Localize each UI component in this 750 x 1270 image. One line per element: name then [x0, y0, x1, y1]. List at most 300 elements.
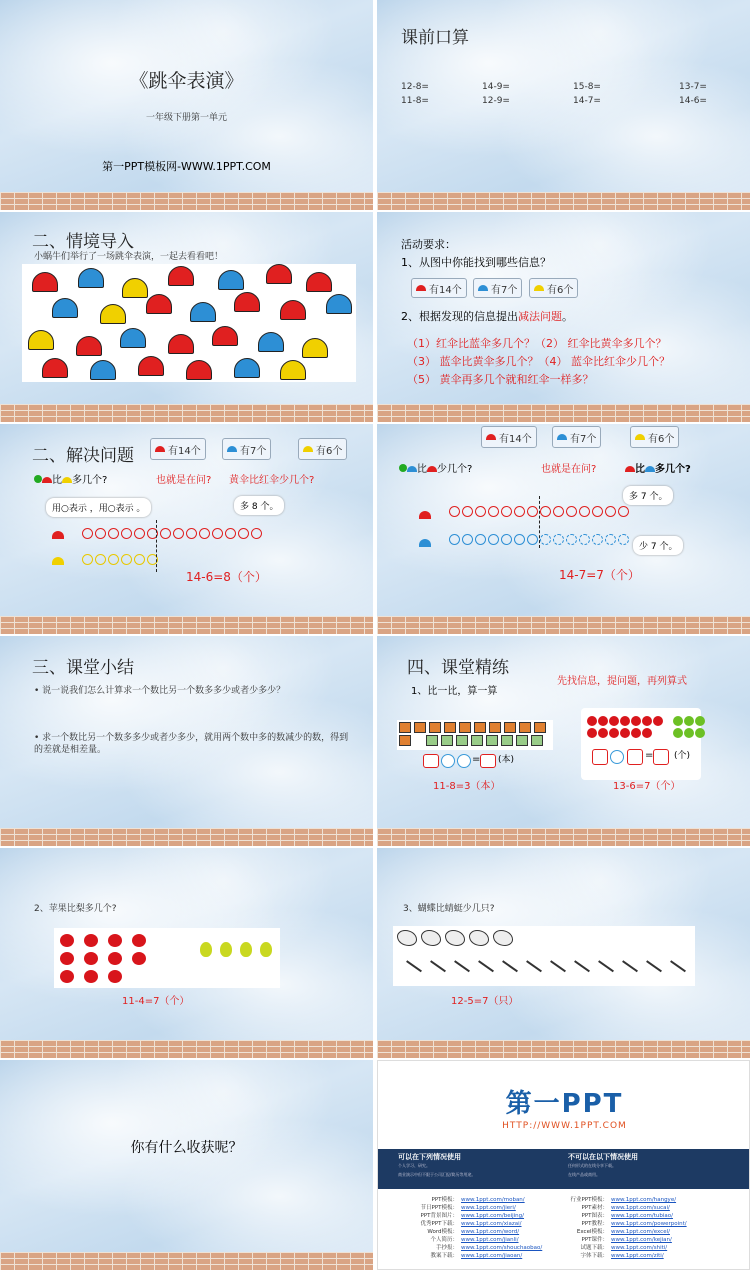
count-circle [212, 528, 223, 539]
tag-label: 有7个 [240, 445, 267, 457]
yellow-umbrella-icon [534, 285, 544, 291]
dragonfly-icon [470, 960, 494, 983]
link-url[interactable]: www.1ppt.com/tubiao/ [611, 1213, 673, 1219]
parachute [76, 336, 102, 356]
equation: 14-7= [573, 96, 601, 106]
green-dot-icon [34, 475, 42, 483]
q2-text: 2、根据发现的信息提出 [401, 310, 518, 323]
cannot-use-item: 任何形式的在线分享下载。 [568, 1163, 616, 1168]
divider-line [539, 496, 540, 548]
slide-summary [0, 636, 373, 846]
apple-icon [598, 728, 608, 738]
parachute [168, 266, 194, 286]
count-circle [540, 534, 551, 545]
count-circle [592, 506, 603, 517]
count-circle [488, 534, 499, 545]
slide-heading: 二、解决问题 [32, 446, 134, 466]
parachute [212, 326, 238, 346]
count-circle [592, 534, 603, 545]
q-text: 多几个? [72, 475, 108, 486]
red-circle-row [82, 524, 264, 543]
question: 3、蝴蝶比蜻蜓少几只? [403, 904, 495, 914]
link-row [568, 1227, 670, 1235]
book-icon [414, 722, 426, 733]
link-url[interactable]: www.1ppt.com/xiazai/ [461, 1221, 522, 1227]
yellow-umbrella-icon [62, 477, 72, 483]
apple-icon [60, 934, 74, 947]
practice-tip: 先找信息，提问题，再列算式 [557, 676, 687, 687]
parachute [186, 360, 212, 380]
apple-icon [631, 716, 641, 726]
slide-practice [377, 636, 750, 846]
count-circle [579, 506, 590, 517]
brick-wall [0, 828, 373, 846]
parachute [90, 360, 116, 380]
pear-icon [200, 942, 212, 957]
dragonfly-icon [566, 960, 590, 983]
count-circle [501, 506, 512, 517]
link-url[interactable]: www.1ppt.com/powerpoint/ [611, 1221, 687, 1227]
blue-umbrella-icon [227, 446, 237, 452]
equation: 12-9= [482, 96, 510, 106]
count-circle [95, 554, 106, 565]
count-circle [160, 528, 171, 539]
butterfly-icon [421, 930, 441, 946]
equation: 12-8= [401, 82, 429, 92]
blue-count-tag [552, 426, 601, 448]
slide-reflection [0, 1060, 373, 1270]
tag-label: 有14个 [429, 284, 462, 296]
count-circle [173, 528, 184, 539]
book-icon [474, 722, 486, 733]
link-url[interactable]: www.1ppt.com/excel/ [611, 1229, 670, 1235]
slide-heading: 四、课堂精练 [407, 658, 509, 678]
brick-wall [377, 1040, 750, 1058]
yellow-count-tag [529, 278, 578, 298]
count-circle [553, 506, 564, 517]
book-icon [456, 735, 468, 746]
dragonfly-icon [446, 960, 470, 983]
book-icon [459, 722, 471, 733]
tag-label: 有6个 [648, 433, 675, 445]
count-circle [251, 528, 262, 539]
yellow-circle-row [82, 550, 160, 569]
usage-panel [378, 1149, 750, 1189]
yellow-umbrella-icon [52, 550, 64, 569]
brick-wall [377, 404, 750, 422]
count-circle [488, 506, 499, 517]
unit-label: (本) [498, 755, 515, 765]
parachute [302, 338, 328, 358]
link-row [568, 1211, 673, 1219]
link-url[interactable]: www.1ppt.com/ziti/ [611, 1253, 664, 1259]
operator-circle[interactable] [441, 754, 455, 768]
book-icon [426, 735, 438, 746]
brick-wall [0, 404, 373, 422]
red-circle-row [449, 502, 631, 521]
apple-icon [587, 728, 597, 738]
book-icon [486, 735, 498, 746]
equals-sign: = [472, 754, 481, 765]
equation: 13-7= [679, 82, 707, 92]
blue-umbrella-icon [419, 532, 431, 551]
butterfly-icon [397, 930, 417, 946]
link-row [568, 1251, 664, 1259]
apple-icon [609, 728, 619, 738]
fruit-card [581, 708, 701, 780]
link-row [418, 1211, 524, 1219]
book-icon [504, 722, 516, 733]
parachute [28, 330, 54, 350]
activity-q1: 1、从图中你能找到哪些信息？ [401, 256, 551, 269]
count-circle [186, 528, 197, 539]
count-circle [82, 528, 93, 539]
link-url[interactable]: www.1ppt.com/sucai/ [611, 1205, 670, 1211]
hint-bubble: 用○表示 ，用○表示 。 [46, 498, 151, 517]
answer-box[interactable] [480, 754, 496, 768]
red-umbrella-icon [42, 477, 52, 483]
count-circle [475, 506, 486, 517]
apple-icon [598, 716, 608, 726]
question [399, 464, 472, 476]
dragonfly-icon [614, 960, 638, 983]
apple-icon [108, 952, 122, 965]
count-circle [527, 534, 538, 545]
count-circle [134, 528, 145, 539]
yellow-count-tag [630, 426, 679, 448]
red-umbrella-icon [486, 434, 496, 440]
apple-icon [642, 728, 652, 738]
apple-icon [108, 970, 122, 983]
parachute [122, 278, 148, 298]
apple-icon [609, 716, 619, 726]
red-umbrella-icon [155, 446, 165, 452]
link-label: PPT图表： [581, 1213, 608, 1219]
butterfly-icon [469, 930, 489, 946]
pear-icon [220, 942, 232, 957]
parachute [280, 360, 306, 380]
apple-icon [108, 934, 122, 947]
equation: 14-6= [679, 96, 707, 106]
tag-label: 有14个 [168, 445, 201, 457]
link-label: PPT素材： [581, 1205, 608, 1211]
count-circle [618, 506, 629, 517]
link-url[interactable]: www.1ppt.com/moban/ [461, 1197, 525, 1203]
count-circle [238, 528, 249, 539]
answer-box[interactable] [423, 754, 439, 768]
slide-title-text: 《跳伞表演》 [129, 70, 244, 92]
summary-question: • 说一说我们怎么计算求一个数比另一个数多多少或者少多少？ [34, 686, 286, 696]
dragonfly-icon [662, 960, 686, 983]
link-url[interactable]: www.1ppt.com/shouchaobao/ [461, 1245, 543, 1251]
slide-solve-2 [377, 424, 750, 634]
can-use-item: 个人学习、研究。 [398, 1163, 430, 1168]
link-label: 手抄报： [435, 1245, 458, 1251]
red-umbrella-icon [427, 466, 437, 472]
blue-count-tag [222, 438, 271, 460]
count-circle [449, 506, 460, 517]
count-circle [121, 528, 132, 539]
blue-umbrella-icon [478, 285, 488, 291]
count-circle [475, 534, 486, 545]
parachute [146, 294, 172, 314]
parachute [190, 302, 216, 322]
parachute [258, 332, 284, 352]
count-circle [501, 534, 512, 545]
brick-wall [0, 1252, 373, 1270]
link-label: 节日PPT模板： [420, 1205, 458, 1211]
butterflies-dragonflies-image [393, 926, 695, 986]
question: 2、苹果比梨多几个? [34, 904, 117, 914]
butterfly-icon [493, 930, 513, 946]
equals-sign: = [645, 750, 654, 761]
operator-circle[interactable] [610, 750, 624, 764]
scene-text: 小蜗牛们举行了一场跳伞表演，一起去看看吧！ [34, 252, 224, 262]
question-line: （1）红伞比蓝伞多几个？（2） 红伞比黄伞多几个？ [407, 337, 667, 350]
link-url[interactable]: www.1ppt.com/jianli/ [461, 1237, 519, 1243]
parachute [234, 358, 260, 378]
book-icon [399, 735, 411, 746]
count-circle [462, 506, 473, 517]
dragonfly-icon [518, 960, 542, 983]
book-icon [519, 722, 531, 733]
dragonfly-icon [494, 960, 518, 983]
count-circle [121, 554, 132, 565]
book-icon [444, 722, 456, 733]
logo-url: HTTP://WWW.1PPT.COM [502, 1121, 627, 1131]
tag-label: 有7个 [491, 284, 518, 296]
yellow-count-tag [298, 438, 347, 460]
parachute [218, 270, 244, 290]
count-circle [225, 528, 236, 539]
parachute [234, 292, 260, 312]
link-row [568, 1219, 687, 1227]
answer-equation: 11-4=7（个） [122, 996, 190, 1007]
count-circle [199, 528, 210, 539]
site-text: 第一PPT模板网-WWW.1PPT.COM [102, 160, 271, 173]
q-text: 多几个? [655, 464, 691, 475]
book-icon [399, 722, 411, 733]
link-url[interactable]: www.1ppt.com/jiaoan/ [461, 1253, 523, 1259]
book-icon [489, 722, 501, 733]
apple-icon [84, 970, 98, 983]
dragonfly-icon [590, 960, 614, 983]
divider-line [156, 520, 157, 572]
slide-scene [0, 212, 373, 422]
tag-label: 有7个 [570, 433, 597, 445]
brick-wall [377, 616, 750, 634]
answer-equation: 12-5=7（只） [451, 996, 519, 1007]
q2-end: 。 [562, 310, 573, 323]
equation: 14-9= [482, 82, 510, 92]
operator-circle[interactable] [457, 754, 471, 768]
q-text: 比 [52, 475, 62, 486]
parachute [138, 356, 164, 376]
q2-highlight: 减法问题 [518, 310, 562, 323]
answer-equation: 14-7=7（个） [559, 568, 640, 582]
equation: 11-8= [401, 96, 429, 106]
activity-heading: 活动要求： [401, 238, 456, 251]
link-row [418, 1195, 525, 1203]
red-umbrella-icon [52, 524, 64, 543]
link-url[interactable]: www.1ppt.com/hangye/ [611, 1197, 677, 1203]
count-circle [514, 506, 525, 517]
link-url[interactable]: www.1ppt.com/jieri/ [461, 1205, 516, 1211]
brick-wall [377, 828, 750, 846]
slide-activity [377, 212, 750, 422]
count-circle [579, 534, 590, 545]
apples-pears-image [54, 928, 280, 988]
parachute [32, 272, 58, 292]
link-row [418, 1243, 542, 1251]
can-use-item: 商业演示中但不限于公司汇报/简历等用途。 [398, 1172, 476, 1177]
blue-umbrella-icon [407, 466, 417, 472]
book-icon [531, 735, 543, 746]
brick-wall [0, 1040, 373, 1058]
slide-heading: 二、情境导入 [32, 232, 134, 252]
parachute [266, 264, 292, 284]
less-bubble: 少 7 个。 [633, 536, 683, 555]
books-image [397, 720, 553, 750]
apple-icon [631, 728, 641, 738]
apple-icon [620, 728, 630, 738]
butterfly-icon [445, 930, 465, 946]
link-label: 教案下载： [430, 1253, 458, 1259]
brick-wall [0, 192, 373, 210]
logo-text: 第一PPT [505, 1089, 624, 1119]
link-label: 行业PPT模板： [570, 1197, 608, 1203]
count-circle [566, 534, 577, 545]
parachute [42, 358, 68, 378]
count-circle [108, 528, 119, 539]
reflection-text: 你有什么收获呢？ [130, 1140, 243, 1156]
slide-solve-1 [0, 424, 373, 634]
count-circle [618, 534, 629, 545]
question [34, 475, 107, 487]
green-apple-icon [684, 728, 694, 738]
slide-heading: 课前口算 [401, 28, 469, 48]
green-apple-icon [695, 728, 705, 738]
answer-box[interactable] [627, 749, 643, 765]
link-url[interactable]: www.1ppt.com/beijing/ [461, 1213, 525, 1219]
link-label: 字体下载： [580, 1253, 608, 1259]
count-circle [95, 528, 106, 539]
apple-icon [60, 970, 74, 983]
cannot-use-item: 在线产品或商用。 [568, 1172, 600, 1177]
count-circle [566, 506, 577, 517]
link-row [418, 1227, 519, 1235]
count-circle [540, 506, 551, 517]
link-label: PPT模板： [431, 1197, 458, 1203]
link-row [418, 1219, 522, 1227]
book-icon [501, 735, 513, 746]
red-umbrella-icon [625, 466, 635, 472]
answer-bubble: 多 8 个。 [234, 496, 284, 515]
link-row [568, 1235, 672, 1243]
red-count-tag [481, 426, 537, 448]
apple-icon [620, 716, 630, 726]
parachute [100, 304, 126, 324]
answer-box[interactable] [653, 749, 669, 765]
blue-count-tag [473, 278, 522, 298]
link-url[interactable]: www.1ppt.com/word/ [461, 1229, 520, 1235]
slide-mental-math [377, 0, 750, 210]
blue-circle-row [449, 530, 631, 549]
yellow-umbrella-icon [303, 446, 313, 452]
apple-icon [84, 952, 98, 965]
blue-umbrella-icon [557, 434, 567, 440]
question-line: （5） 黄伞再多几个就和红伞一样多？ [407, 373, 594, 386]
red-umbrella-icon [419, 504, 431, 523]
green-apple-icon [695, 716, 705, 726]
parachute [52, 298, 78, 318]
count-circle [553, 534, 564, 545]
link-label: Excel模板： [576, 1229, 608, 1235]
link-row [568, 1203, 670, 1211]
apple-icon [132, 952, 146, 965]
red-umbrella-icon [416, 285, 426, 291]
answer-box[interactable] [592, 749, 608, 765]
pear-icon [240, 942, 252, 957]
link-row [568, 1195, 676, 1203]
parachute [326, 294, 352, 314]
count-circle [605, 506, 616, 517]
rephrase: 也就是在问? [541, 464, 597, 475]
q-text: 比 [635, 464, 645, 475]
activity-q2 [401, 310, 573, 323]
slide-apples [0, 848, 373, 1058]
slide-subtitle: 一年级下册第一单元 [145, 113, 227, 123]
count-circle [605, 534, 616, 545]
book-icon [429, 722, 441, 733]
parachute [280, 300, 306, 320]
answer-equation: 11-8=3（本） [433, 781, 501, 792]
slide-title [0, 0, 373, 210]
link-label: PPT教程： [581, 1221, 608, 1227]
rephrase-question [625, 464, 691, 476]
book-icon [516, 735, 528, 746]
count-circle [134, 554, 145, 565]
question-line: （3） 蓝伞比黄伞多几个？（4） 蓝伞比红伞少几个？ [407, 355, 670, 368]
cannot-use-title: 不可以在以下情况使用 [568, 1153, 638, 1161]
link-label: 个人简历： [430, 1237, 458, 1243]
link-row [418, 1203, 516, 1211]
slide-heading: 三、课堂小结 [32, 658, 134, 678]
count-circle [514, 534, 525, 545]
link-label: PPT背景图片： [420, 1213, 458, 1219]
tag-label: 有14个 [499, 433, 532, 445]
parachute [78, 268, 104, 288]
blue-umbrella-icon [645, 466, 655, 472]
book-icon [471, 735, 483, 746]
count-circle [108, 554, 119, 565]
parachute [306, 272, 332, 292]
link-row [568, 1243, 667, 1251]
apple-icon [587, 716, 597, 726]
book-icon [534, 722, 546, 733]
red-count-tag [150, 438, 206, 460]
link-label: 试题下载： [580, 1245, 608, 1251]
link-url[interactable]: www.1ppt.com/shiti/ [611, 1245, 668, 1251]
link-row [418, 1235, 519, 1243]
answer-equation: 14-6=8（个） [186, 570, 267, 584]
slide-footer-credits [377, 1060, 750, 1270]
summary-answer: • 求一个数比另一个数多多少或者少多少，就用两个数中多的数减少的数，得到的差就是相差量。 [34, 733, 349, 756]
practice-sub: 1、比一比，算一算 [411, 686, 498, 697]
link-label: 优秀PPT下载： [420, 1221, 458, 1227]
tag-label: 有6个 [547, 284, 574, 296]
link-url[interactable]: www.1ppt.com/kejian/ [611, 1237, 672, 1243]
